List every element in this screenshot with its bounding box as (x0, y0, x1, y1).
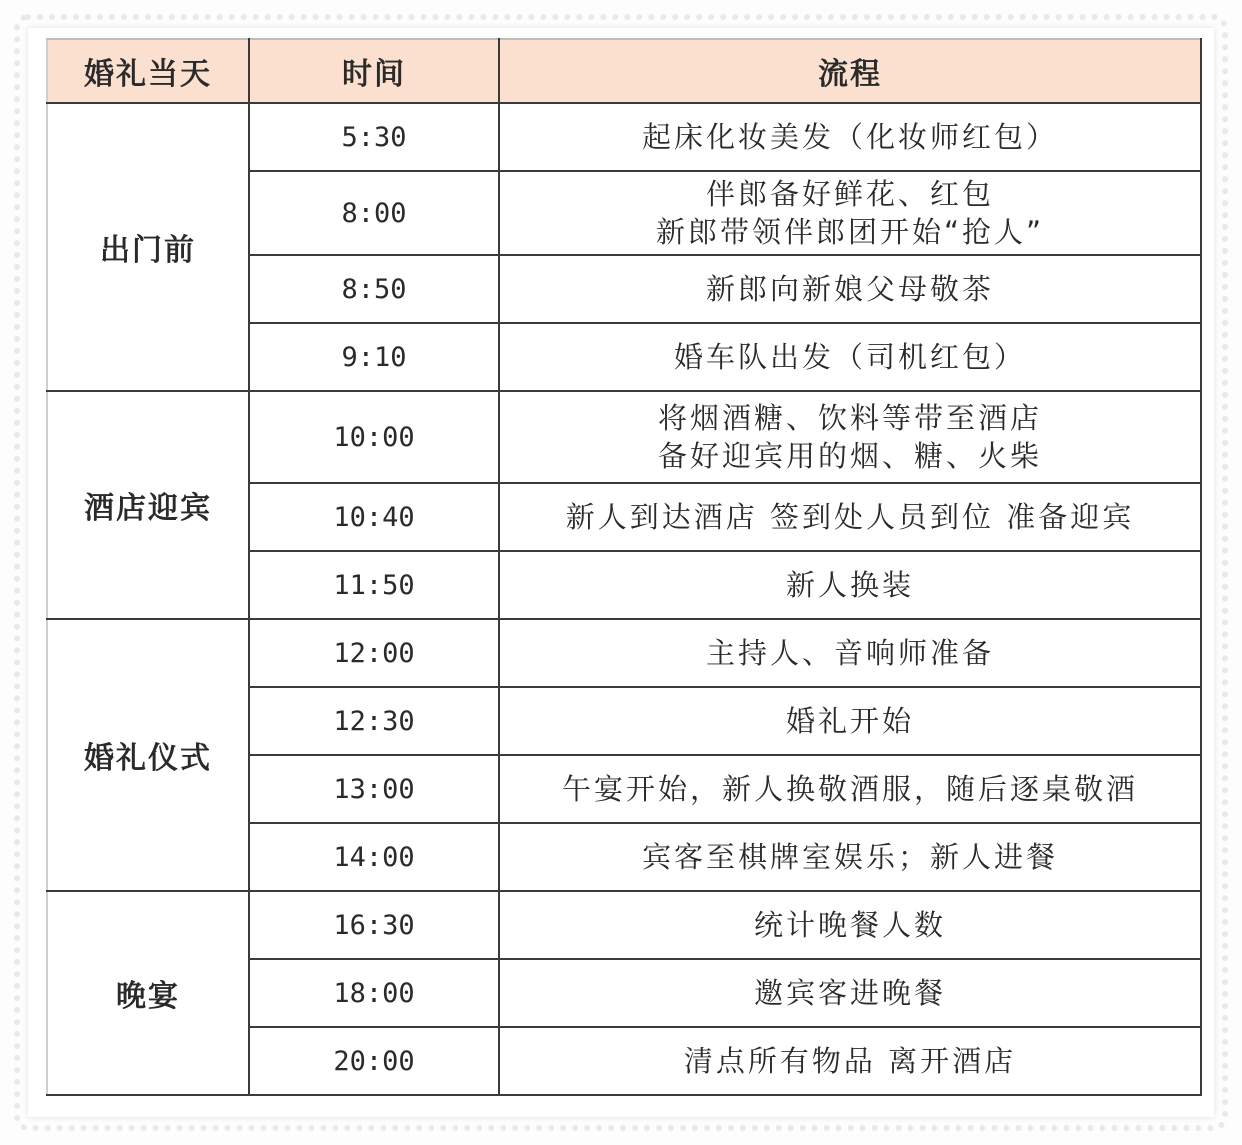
time-cell: 8:50 (249, 255, 499, 323)
flow-text: 伴郎备好鲜花、红包 (705, 177, 994, 211)
wedding-schedule-table (46, 38, 1202, 1096)
time-cell: 13:00 (249, 755, 499, 823)
header-time: 时间 (249, 39, 499, 103)
flow-text: 婚礼开始 (785, 704, 914, 738)
time-cell: 12:30 (249, 687, 499, 755)
flow-text: 清点所有物品 离开酒店 (683, 1044, 1017, 1078)
flow-cell (499, 687, 1201, 755)
flow-text: 午宴开始，新人换敬酒服，随后逐桌敬酒 (561, 772, 1138, 806)
time-cell: 12:00 (249, 619, 499, 687)
flow-cell (499, 823, 1201, 891)
flow-cell (499, 483, 1201, 551)
flow-cell (499, 391, 1201, 483)
time-cell: 14:00 (249, 823, 499, 891)
flow-cell (499, 619, 1201, 687)
flow-text: 新人换装 (785, 568, 914, 602)
flow-text: 婚车队出发（司机红包） (673, 340, 1026, 374)
flow-text: 起床化妆美发（化妆师红包） (641, 120, 1058, 154)
time-cell: 10:40 (249, 483, 499, 551)
table-row (47, 891, 1201, 959)
time-cell: 9:10 (249, 323, 499, 391)
flow-cell (499, 255, 1201, 323)
flow-text: 邀宾客进晚餐 (753, 976, 946, 1010)
header-row (47, 39, 1201, 103)
flow-text: 将烟酒糖、饮料等带至酒店 (657, 401, 1042, 435)
flow-text: 统计晚餐人数 (753, 908, 946, 942)
flow-text: 新郎带领伴郎团开始“抢人” (655, 215, 1045, 249)
group-label: 婚礼仪式 (47, 619, 249, 891)
time-cell: 5:30 (249, 103, 499, 171)
time-cell: 16:30 (249, 891, 499, 959)
flow-cell (499, 755, 1201, 823)
time-cell: 11:50 (249, 551, 499, 619)
flow-cell (499, 323, 1201, 391)
header-day: 婚礼当天 (47, 39, 249, 103)
flow-cell (499, 1027, 1201, 1095)
flow-cell (499, 551, 1201, 619)
flow-cell (499, 103, 1201, 171)
table-row (47, 103, 1201, 171)
flow-text: 新人到达酒店 签到处人员到位 准备迎宾 (565, 500, 1135, 534)
time-cell: 10:00 (249, 391, 499, 483)
time-cell: 18:00 (249, 959, 499, 1027)
flow-text: 备好迎宾用的烟、糖、火柴 (657, 439, 1042, 473)
flow-cell (499, 891, 1201, 959)
time-cell: 20:00 (249, 1027, 499, 1095)
flow-cell (499, 171, 1201, 255)
table-row (47, 391, 1201, 483)
group-label: 晚宴 (47, 891, 249, 1095)
flow-text: 新郎向新娘父母敬茶 (705, 272, 994, 306)
header-flow: 流程 (499, 39, 1201, 103)
flow-text: 主持人、音响师准备 (705, 636, 994, 670)
flow-cell (499, 959, 1201, 1027)
table-row (47, 619, 1201, 687)
time-cell: 8:00 (249, 171, 499, 255)
flow-text: 宾客至棋牌室娱乐；新人进餐 (641, 840, 1058, 874)
group-label: 出门前 (47, 103, 249, 391)
group-label: 酒店迎宾 (47, 391, 249, 619)
